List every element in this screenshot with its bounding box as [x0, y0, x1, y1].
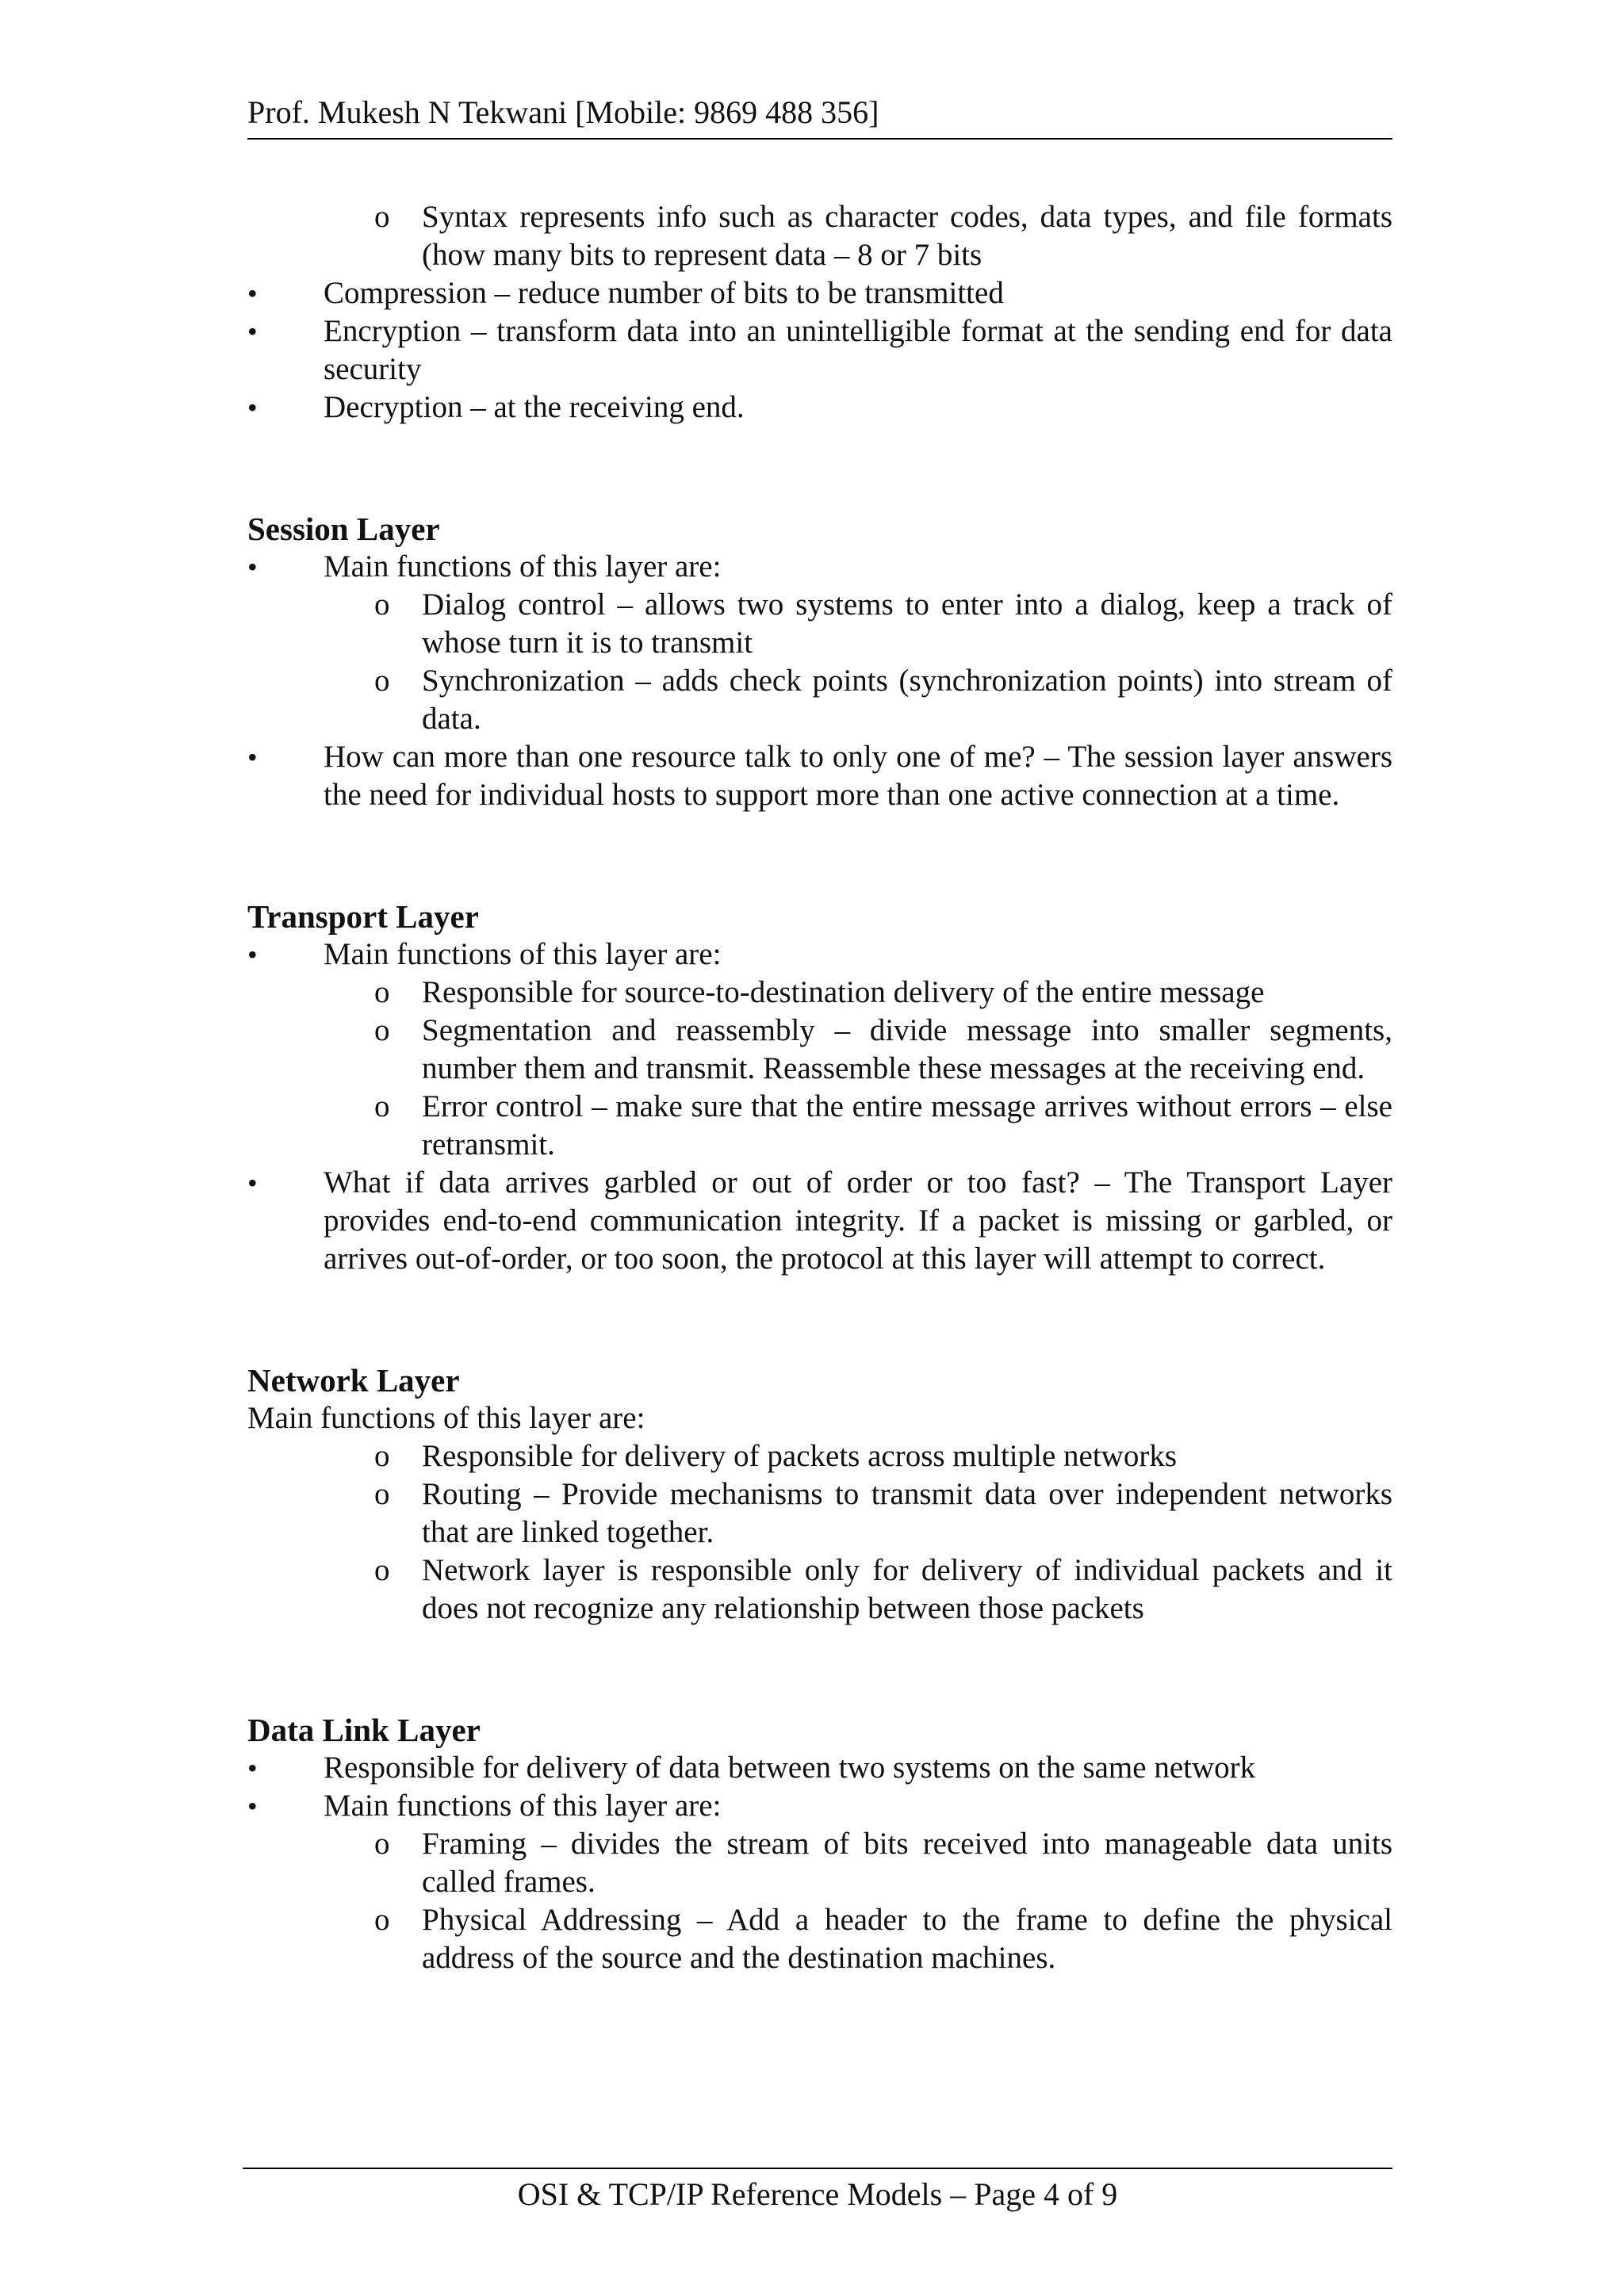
- section-heading: Data Link Layer: [247, 1712, 481, 1748]
- sub-list-item: o Routing – Provide mechanisms to transmit data over independent networks that are linked together.: [247, 1475, 1392, 1552]
- section-heading: Network Layer: [247, 1362, 460, 1399]
- sub-list-item: o Physical Addressing – Add a header to the frame to define the physical address of the source and the destination machines.: [247, 1901, 1392, 1977]
- section-transport-layer: [247, 897, 1392, 1278]
- bullet-list-item: • Main functions of this layer are:: [247, 548, 1392, 586]
- section-list: [247, 548, 1392, 814]
- intro-list: [247, 198, 1392, 427]
- bullet-list-item: • Main functions of this layer are:: [247, 1787, 1392, 1825]
- sections-container: [247, 510, 1392, 1977]
- page-body: [247, 198, 1392, 1977]
- sub-list-item: o Synchronization – adds check points (synchronization points) into stream of data.: [247, 662, 1392, 738]
- page-header: Prof. Mukesh N Tekwani [Mobile: 9869 488 356]: [247, 94, 1392, 140]
- sub-list-item: o Syntax represents info such as character codes, data types, and file formats (how many bits to represent data – 8 or 7 bits: [247, 198, 1392, 274]
- bullet-list-item: • Main functions of this layer are:: [247, 936, 1392, 974]
- bullet-list-item: • What if data arrives garbled or out of order or too fast? – The Transport Layer provides end-to-end communication integrity. If a packet is missing or garbled, or arrives out-of-order, or too soon, the protocol at this layer will attempt to correct.: [247, 1164, 1392, 1278]
- sub-list-item: o Framing – divides the stream of bits received into manageable data units called frames.: [247, 1825, 1392, 1901]
- sub-list-item: o Error control – make sure that the entire message arrives without errors – else retransmit.: [247, 1088, 1392, 1164]
- section-data-link-layer: [247, 1711, 1392, 1977]
- section-list: [247, 936, 1392, 1278]
- section-list: [247, 1749, 1392, 1977]
- bullet-list-item: • Encryption – transform data into an unintelligible format at the sending end for data security: [247, 312, 1392, 388]
- bullet-list-item: • Decryption – at the receiving end.: [247, 388, 1392, 427]
- sub-list-item: o Network layer is responsible only for delivery of individual packets and it does not recognize any relationship between those packets: [247, 1552, 1392, 1628]
- section-heading: Session Layer: [247, 511, 440, 547]
- section-session-layer: [247, 510, 1392, 814]
- bullet-list-item: • How can more than one resource talk to only one of me? – The session layer answers the need for individual hosts to support more than one active connection at a time.: [247, 738, 1392, 814]
- sub-list-item: o Responsible for source-to-destination delivery of the entire message: [247, 974, 1392, 1012]
- bullet-list-item: • Compression – reduce number of bits to be transmitted: [247, 274, 1392, 312]
- section-list: [247, 1399, 1392, 1628]
- sub-list-item: o Dialog control – allows two systems to enter into a dialog, keep a track of whose turn it is to transmit: [247, 586, 1392, 662]
- paragraph-line: Main functions of this layer are:: [247, 1401, 645, 1435]
- sub-list-item: o Responsible for delivery of packets across multiple networks: [247, 1437, 1392, 1475]
- sub-list-item: o Segmentation and reassembly – divide message into smaller segments, number them and transmit. Reassemble these messages at the receiving end.: [247, 1012, 1392, 1088]
- section-heading: Transport Layer: [247, 898, 479, 935]
- page-footer: OSI & TCP/IP Reference Models – Page 4 of 9: [243, 2168, 1392, 2214]
- bullet-list-item: • Responsible for delivery of data between two systems on the same network: [247, 1749, 1392, 1787]
- section-network-layer: [247, 1361, 1392, 1628]
